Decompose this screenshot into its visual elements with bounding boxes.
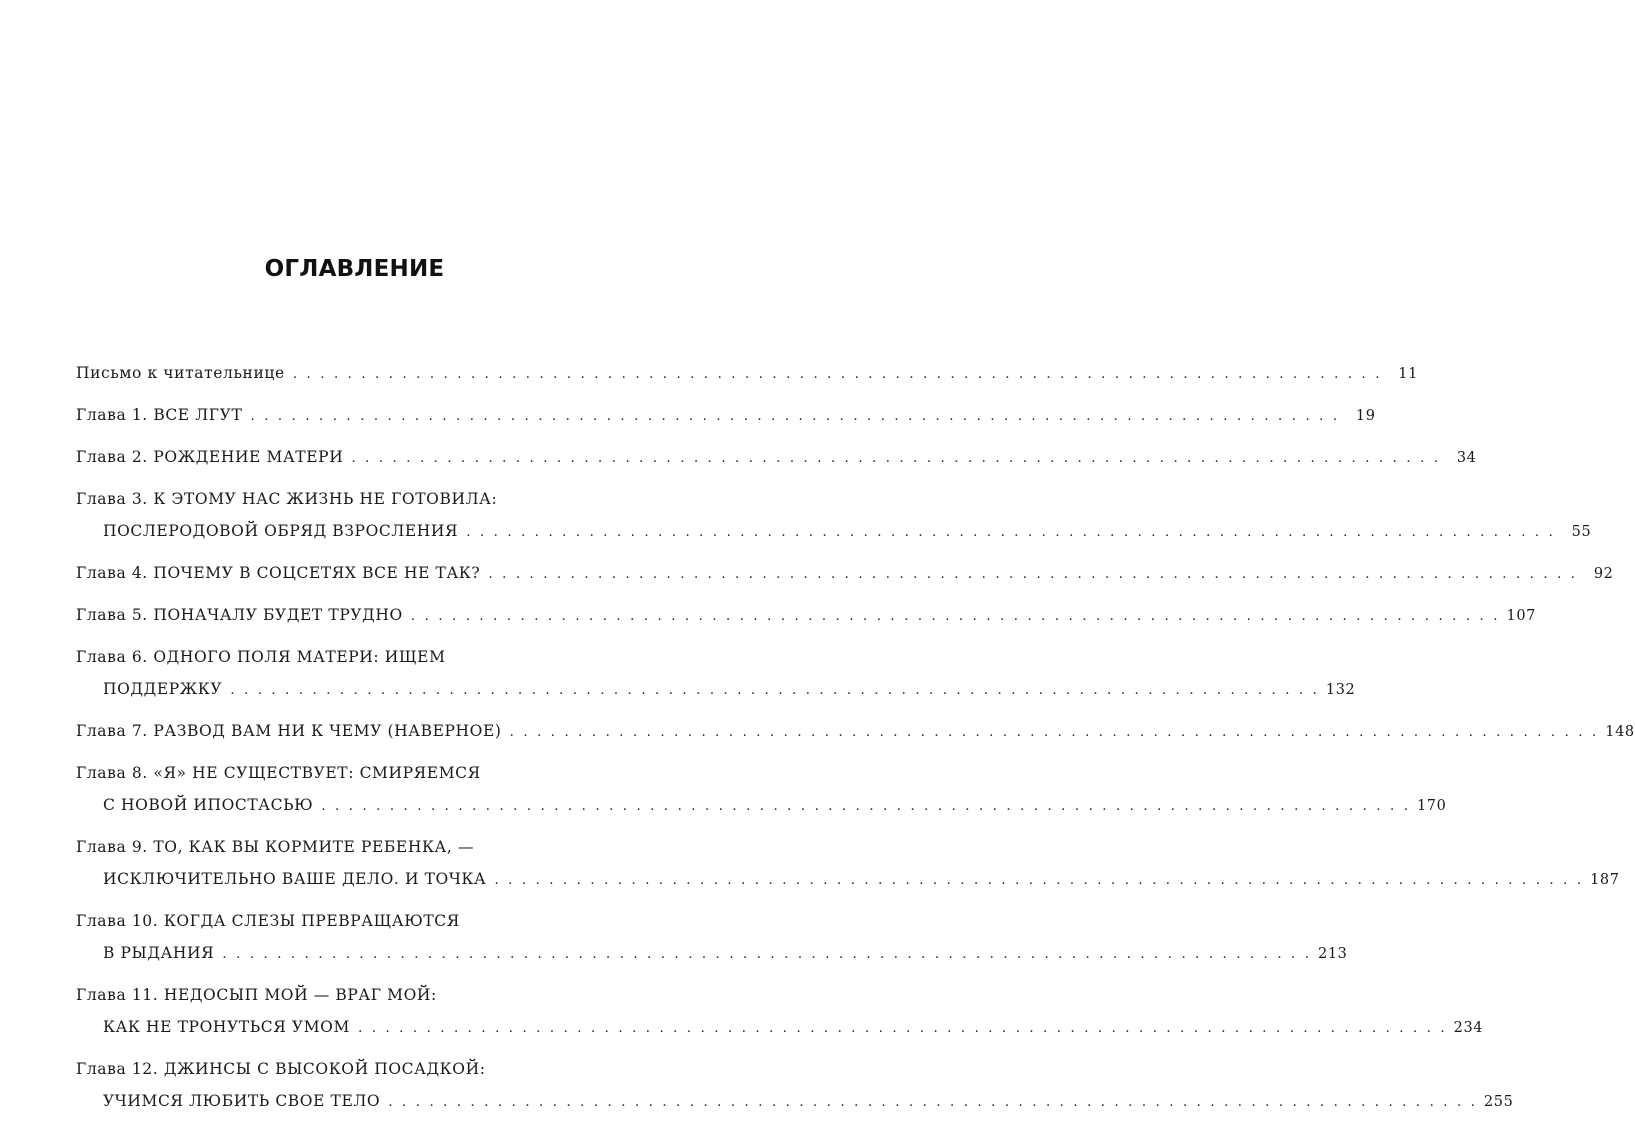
toc-page-number: 170 [1416,798,1447,814]
toc-entry-continuation [76,863,1620,895]
toc-entry-title: Глава 10. КОГДА СЛЕЗЫ ПРЕВРАЩАЮТСЯ [76,912,460,930]
dot-leader: . . . . . . . . . . . . . . . . . . . . . . . . . . . . . . . . . . . . . . . . . . . . . . . . . . . . . . . . . . . . . . . . . . . . . . . . . . . . . . . . [466,524,1556,540]
toc-entry [76,831,1620,895]
toc-page-number: 255 [1483,1094,1514,1110]
toc-page-number: 11 [1398,366,1418,382]
toc-entry-title: Глава 11. НЕДОСЫП МОЙ — ВРАГ МОЙ: [76,986,437,1004]
toc-entry-line [76,905,590,937]
toc-entry-title: Глава 6. ОДНОГО ПОЛЯ МАТЕРИ: ИЩЕМ [76,648,446,666]
dot-leader: . . . . . . . . . . . . . . . . . . . . . . . . . . . . . . . . . . . . . . . . . . . . . . . . . . . . . . . . . . . . . . . . . . . . . . . . . . . . . . . . [410,608,1500,624]
table-of-contents [76,357,1635,1127]
toc-entry-title: Глава 5. ПОНАЧАЛУ БУДЕТ ТРУДНО [76,606,403,624]
toc-entry [76,715,1635,747]
toc-entry-title: Глава 12. ДЖИНСЫ С ВЫСОКОЙ ПОСАДКОЙ: [76,1060,486,1078]
toc-page-number: 34 [1456,450,1477,466]
toc-entry-line [76,715,1635,747]
dot-leader: . . . . . . . . . . . . . . . . . . . . . . . . . . . . . . . . . . . . . . . . . . . . . . . . . . . . . . . . . . . . . . . . . . . . . . . . . . . . . . . . [230,682,1320,698]
toc-entry [76,357,1418,389]
toc-entry-line [76,441,1477,473]
dot-leader: . . . . . . . . . . . . . . . . . . . . . . . . . . . . . . . . . . . . . . . . . . . . . . . . . . . . . . . . . . . . . . . . . . . . . . . . . . . . . . . . [509,724,1599,740]
toc-page-number: 132 [1325,682,1356,698]
toc-entry-title: Глава 9. ТО, КАК ВЫ КОРМИТЕ РЕБЕНКА, — [76,838,475,856]
toc-entry [76,441,1477,473]
toc-entry-line [76,1053,590,1085]
toc-entry-title: Глава 3. К ЭТОМУ НАС ЖИЗНЬ НЕ ГОТОВИЛА: [76,490,498,508]
toc-entry [76,557,1614,589]
page-title: ОГЛАВЛЕНИЕ [264,256,445,282]
toc-entry [76,399,1376,431]
toc-entry-line [76,757,590,789]
toc-entry-title: ПОДДЕРЖКУ [103,680,223,698]
toc-entry [76,905,1348,969]
toc-entry [76,979,1484,1043]
toc-entry-title: ИСКЛЮЧИТЕЛЬНО ВАШЕ ДЕЛО. И ТОЧКА [103,870,487,888]
toc-entry-line [76,557,1614,589]
toc-page-number: 187 [1590,872,1620,888]
toc-entry-title: Глава 1. ВСЕ ЛГУТ [76,406,243,424]
toc-entry-title: С НОВОЙ ИПОСТАСЬЮ [103,796,314,814]
toc-entry-continuation [76,789,1447,821]
toc-page-number: 55 [1571,524,1592,540]
dot-leader: . . . . . . . . . . . . . . . . . . . . . . . . . . . . . . . . . . . . . . . . . . . . . . . . . . . . . . . . . . . . . . . . . . . . . . . . . . . . . . . . [250,408,1340,424]
toc-page-number: 107 [1506,608,1536,624]
toc-entry [76,641,1356,705]
toc-entry [76,483,1592,547]
toc-entry-continuation [76,937,1348,969]
toc-entry-line [76,979,590,1011]
toc-entry [76,757,1447,821]
toc-entry-continuation [76,515,1592,547]
toc-page-number: 92 [1593,566,1614,582]
dot-leader: . . . . . . . . . . . . . . . . . . . . . . . . . . . . . . . . . . . . . . . . . . . . . . . . . . . . . . . . . . . . . . . . . . . . . . . . . . . . . . . . [388,1094,1478,1110]
toc-page-number: 19 [1355,408,1376,424]
toc-entry-title: Глава 2. РОЖДЕНИЕ МАТЕРИ [76,448,344,466]
toc-page-number: 148 [1605,724,1635,740]
toc-entry-title: КАК НЕ ТРОНУТЬСЯ УМОМ [103,1018,350,1036]
dot-leader: . . . . . . . . . . . . . . . . . . . . . . . . . . . . . . . . . . . . . . . . . . . . . . . . . . . . . . . . . . . . . . . . . . . . . . . . . . . . . . . . [222,946,1312,962]
toc-entry-title: Глава 7. РАЗВОД ВАМ НИ К ЧЕМУ (НАВЕРНОЕ) [76,722,502,740]
toc-entry-title: ПОСЛЕРОДОВОЙ ОБРЯД ВЗРОСЛЕНИЯ [103,522,459,540]
dot-leader: . . . . . . . . . . . . . . . . . . . . . . . . . . . . . . . . . . . . . . . . . . . . . . . . . . . . . . . . . . . . . . . . . . . . . . . . . . . . . . . . [351,450,1441,466]
toc-entry-line [76,641,590,673]
toc-entry-title: Глава 8. «Я» НЕ СУЩЕСТВУЕТ: СМИРЯЕМСЯ [76,764,481,782]
dot-leader: . . . . . . . . . . . . . . . . . . . . . . . . . . . . . . . . . . . . . . . . . . . . . . . . . . . . . . . . . . . . . . . . . . . . . . . . . . . . . . . . [292,366,1382,382]
toc-entry-line [76,399,1376,431]
toc-entry [76,599,1536,631]
toc-page-number: 213 [1318,946,1348,962]
toc-entry-continuation [76,673,1356,705]
dot-leader: . . . . . . . . . . . . . . . . . . . . . . . . . . . . . . . . . . . . . . . . . . . . . . . . . . . . . . . . . . . . . . . . . . . . . . . . . . . . . . . . [494,872,1584,888]
toc-entry-title: Письмо к читательнице [76,364,285,382]
dot-leader: . . . . . . . . . . . . . . . . . . . . . . . . . . . . . . . . . . . . . . . . . . . . . . . . . . . . . . . . . . . . . . . . . . . . . . . . . . . . . . . . [488,566,1578,582]
toc-page-number: 234 [1453,1020,1484,1036]
toc-entry-continuation [76,1011,1484,1043]
dot-leader: . . . . . . . . . . . . . . . . . . . . . . . . . . . . . . . . . . . . . . . . . . . . . . . . . . . . . . . . . . . . . . . . . . . . . . . . . . . . . . . . [321,798,1411,814]
toc-entry-continuation [76,1085,1514,1117]
dot-leader: . . . . . . . . . . . . . . . . . . . . . . . . . . . . . . . . . . . . . . . . . . . . . . . . . . . . . . . . . . . . . . . . . . . . . . . . . . . . . . . . [357,1020,1448,1036]
toc-entry-line [76,831,590,863]
toc-entry-line [76,483,590,515]
toc-entry-title: Глава 4. ПОЧЕМУ В СОЦСЕТЯХ ВСЕ НЕ ТАК? [76,564,481,582]
toc-entry [76,1053,1514,1117]
toc-entry-line [76,357,1418,389]
toc-entry-line [76,599,1536,631]
toc-entry-title: В РЫДАНИЯ [103,944,215,962]
toc-entry-title: УЧИМСЯ ЛЮБИТЬ СВОЕ ТЕЛО [103,1092,381,1110]
